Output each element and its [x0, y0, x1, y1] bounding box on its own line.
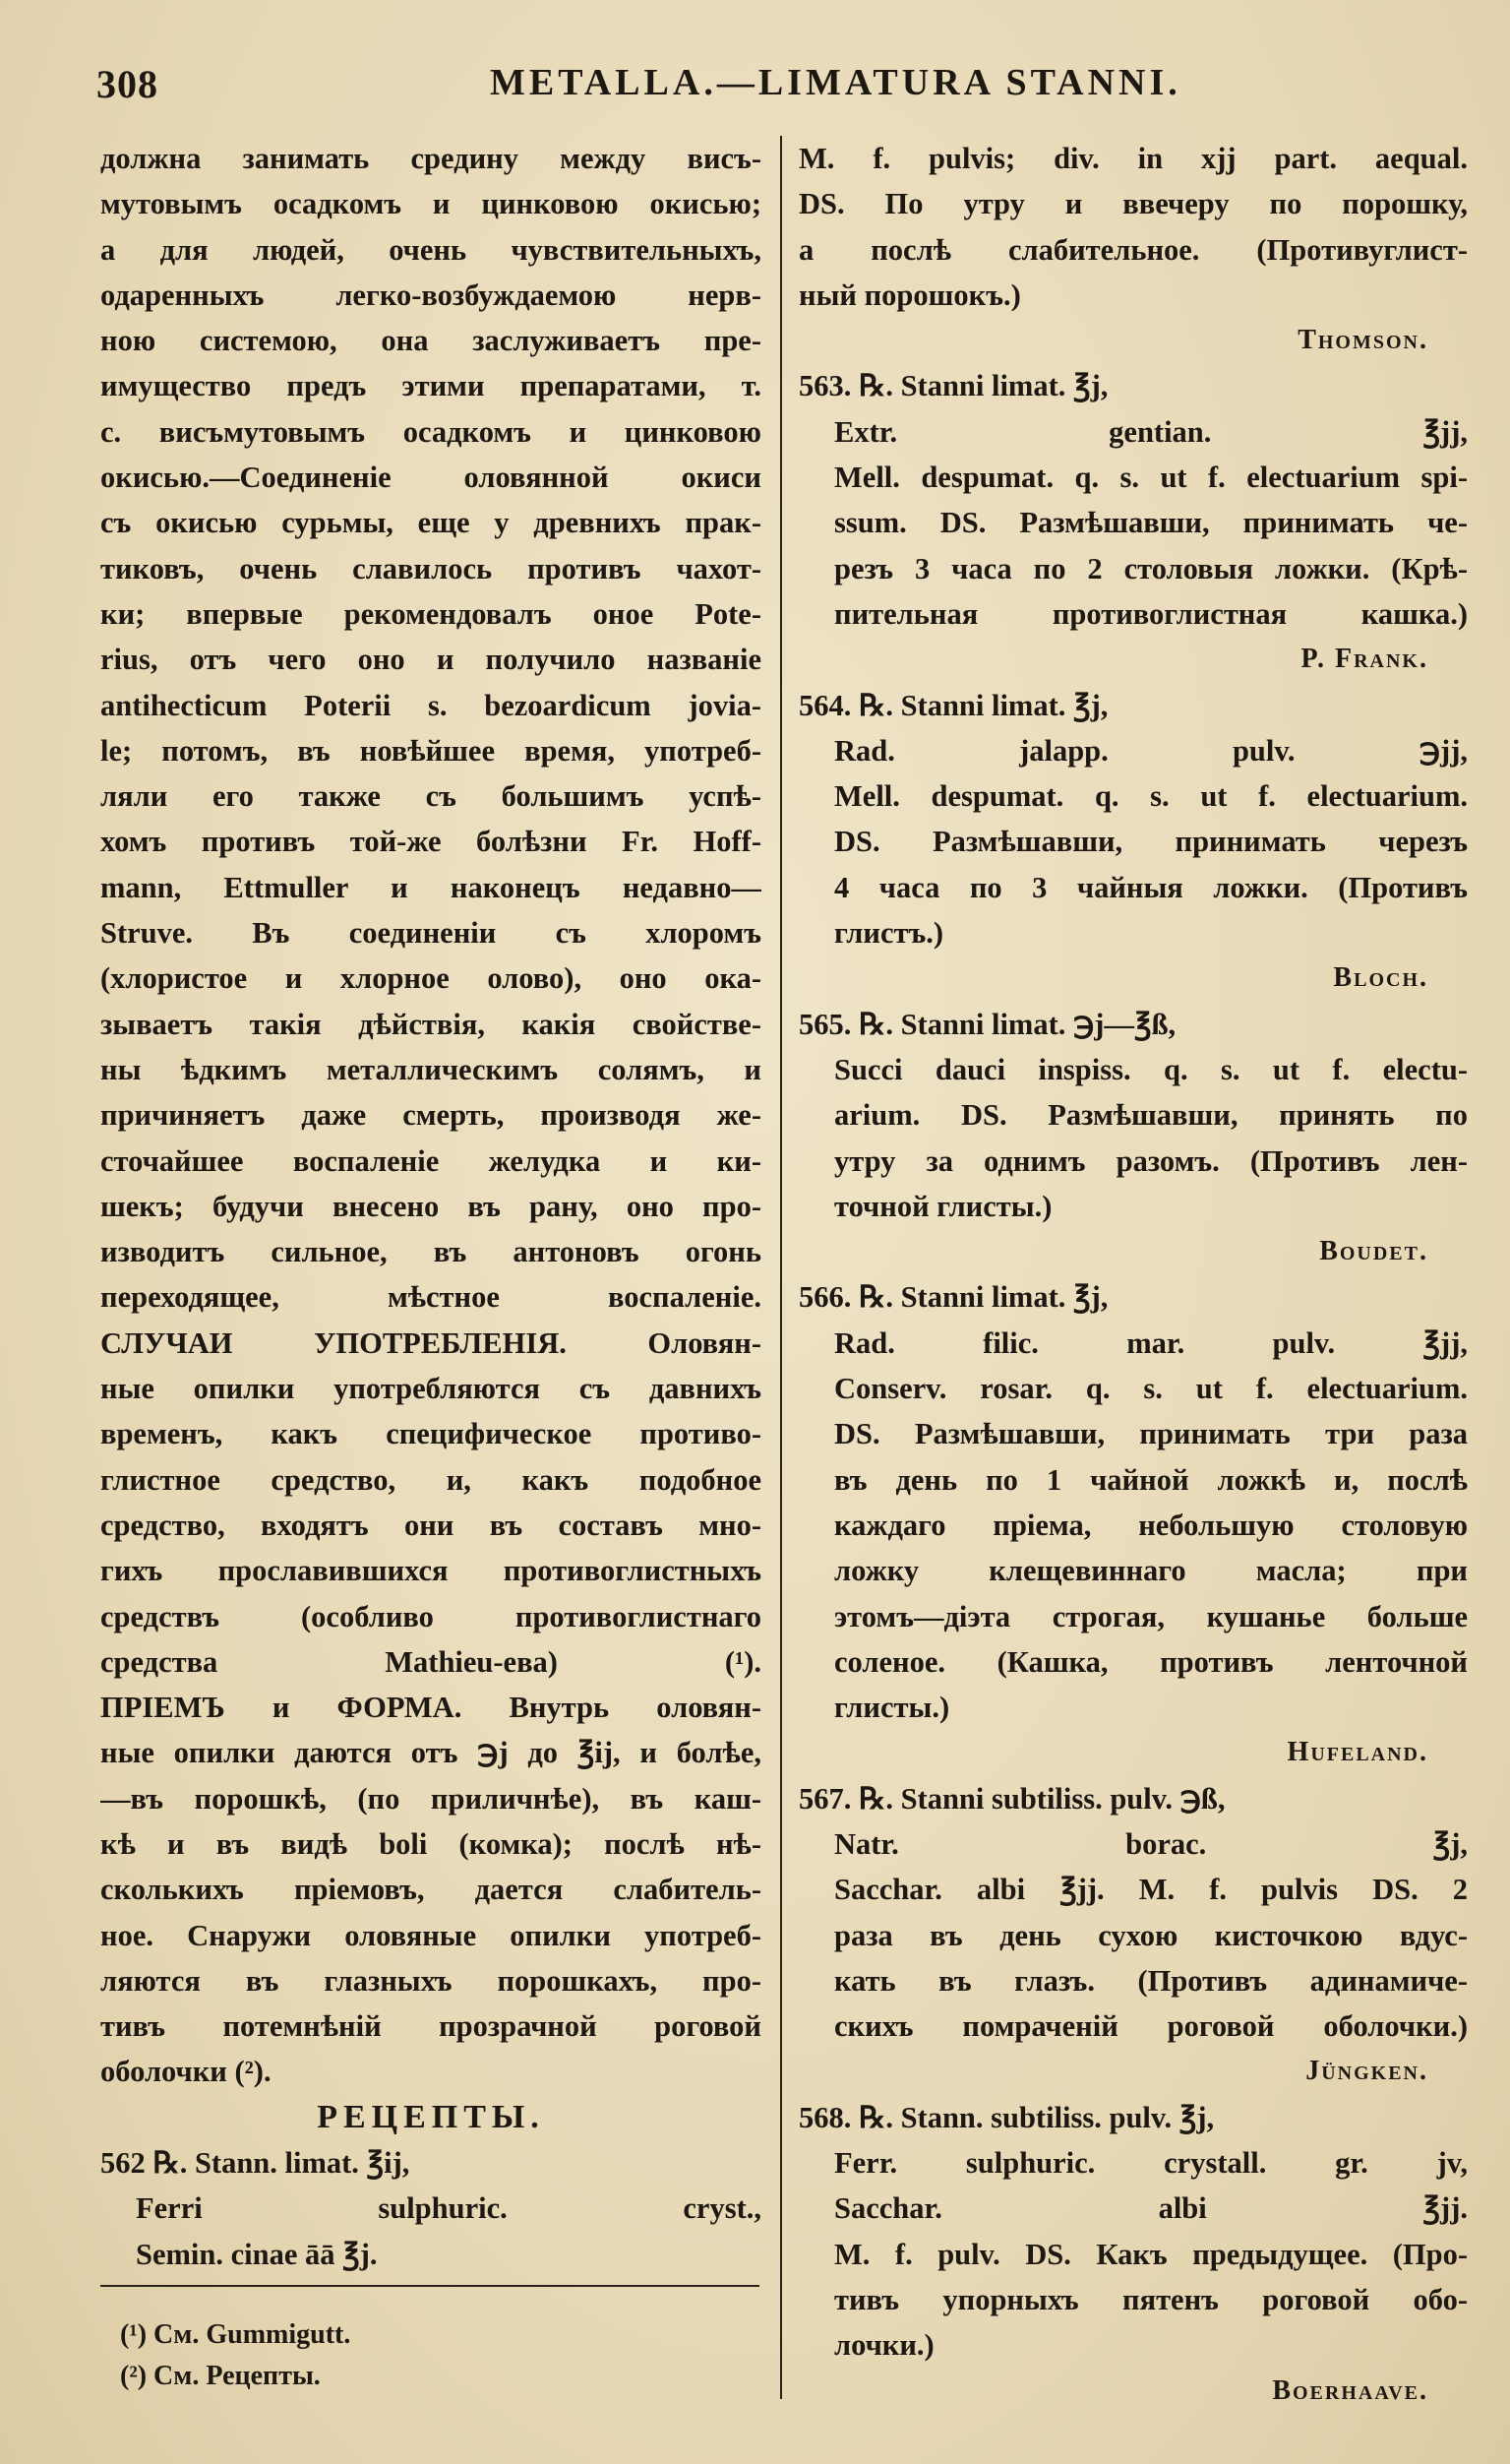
- recipe-562-continued-line: а послѣ слабительное. (Противуглист-: [799, 232, 1468, 267]
- body-text-line: окисью.—Соединеніе оловянной окиси: [100, 461, 761, 495]
- recipes-heading: РЕЦЕПТЫ.: [317, 2098, 545, 2135]
- recipe-565-line: arium. DS. Размѣшавши, принять по: [834, 1098, 1468, 1133]
- body-text-line: ны ѣдкимъ металлическимъ солямъ, и: [100, 1052, 761, 1086]
- body-text-line: хомъ противъ той-же болѣзни Fr. Hoff-: [100, 825, 761, 859]
- recipe-563-line: ssum. DS. Размѣшавши, принимать че-: [834, 506, 1468, 540]
- body-text-line: тивъ потемнѣній прозрачной роговой: [100, 2009, 761, 2044]
- body-text-line: одаренныхъ легко-возбуждаемою нерв-: [100, 277, 761, 312]
- recipe-565-line: 565. ℞. Stanni limat. ℈j—℥ß,: [799, 1007, 1177, 1041]
- recipe-563-line: 563. ℞. Stanni limat. ℥j,: [799, 369, 1109, 403]
- recipe-562-line: 562 ℞. Stann. limat. ℥ij,: [100, 2146, 410, 2181]
- footnotes: [120, 2314, 750, 2397]
- body-text-line: сточайшее воспаленіе желудка и ки-: [100, 1143, 761, 1178]
- body-text-line: ки; впервые рекомендовалъ оное Pote-: [100, 596, 761, 631]
- body-text-line: rius, отъ чего оно и получило названіе: [100, 643, 761, 677]
- body-text-line: antihecticum Poterii s. bezoardicum jovia-: [100, 688, 761, 722]
- recipe-566-line: каждаго пріема, небольшую столовую: [834, 1508, 1468, 1542]
- recipe-565-line: утру за однимъ разомъ. (Противъ лен-: [834, 1143, 1468, 1178]
- body-text-line: средствъ (особливо противоглистнаго: [100, 1599, 761, 1633]
- recipe-566-line: Conserv. rosar. q. s. ut f. electuarium.: [834, 1372, 1468, 1406]
- recipe-567-line: Sacchar. albi ℥jj. M. f. pulvis DS. 2: [834, 1873, 1468, 1907]
- body-text-line: переходящее, мѣстное воспаленіе.: [100, 1280, 761, 1315]
- recipe-563-line: Mell. despumat. q. s. ut f. electuarium spi-: [834, 461, 1468, 495]
- body-text-line: Struve. Въ соединеніи съ хлоромъ: [100, 916, 761, 951]
- page-header: [96, 61, 1405, 114]
- recipe-562-continued-line: ный порошокъ.): [799, 277, 1021, 312]
- body-text-line: гихъ прославившихся противоглистныхъ: [100, 1554, 761, 1588]
- body-text-line: (хлористое и хлорное олово), оно ока-: [100, 961, 761, 996]
- body-text-line: —въ порошкѣ, (по приличнѣе), въ каш-: [100, 1781, 761, 1816]
- recipe-564-line: Rad. jalapp. pulv. ℈jj,: [834, 733, 1468, 768]
- body-text-line: ною системою, она заслуживаетъ пре-: [100, 324, 761, 358]
- recipe-562-continued-line: M. f. pulvis; div. in xjj part. aequal.: [799, 142, 1468, 175]
- body-text-line: ное. Снаружи оловяные опилки употреб-: [100, 1918, 761, 1952]
- footnote-2: (²) См. Рецепты.: [120, 2361, 321, 2391]
- body-text-line: mann, Ettmuller и наконецъ недавно—: [100, 870, 761, 904]
- signature-bloch: Bloch.: [1333, 962, 1428, 994]
- recipe-563-line: Extr. gentian. ℥jj,: [834, 414, 1468, 449]
- recipe-567-line: скихъ помраченій роговой оболочки.): [834, 2009, 1468, 2044]
- signature-boerhaave: Boerhaave.: [1272, 2374, 1428, 2406]
- body-text-line: причиняетъ даже смерть, производя же-: [100, 1098, 761, 1133]
- recipe-566-line: 566. ℞. Stanni limat. ℥j,: [799, 1280, 1109, 1315]
- recipe-568-line: тивъ упорныхъ пятенъ роговой обо-: [834, 2282, 1468, 2316]
- page-number: 308: [96, 62, 158, 106]
- body-text-line: изводитъ сильное, въ антоновъ огонь: [100, 1235, 761, 1269]
- recipe-562-line: Ferri sulphuric. cryst.,: [136, 2191, 761, 2226]
- body-text-line: ляли его также съ большимъ успѣ-: [100, 779, 761, 814]
- body-text-line: ляются въ глазныхъ порошкахъ, про-: [100, 1963, 761, 1998]
- recipe-567-line: 567. ℞. Stanni subtiliss. pulv. ℈ß,: [799, 1781, 1226, 1816]
- recipe-563-line: резъ 3 часа по 2 столовыя ложки. (Крѣ-: [834, 551, 1468, 585]
- recipe-564-line: DS. Размѣшавши, принимать черезъ: [834, 825, 1468, 859]
- running-head: METALLA.—LIMATURA STANNI.: [490, 62, 1181, 103]
- body-text-line: съ окисью сурьмы, еще у древнихъ прак-: [100, 506, 761, 540]
- body-text-line: а для людей, очень чувствительныхъ,: [100, 232, 761, 267]
- recipe-565-line: точной глисты.): [834, 1189, 1053, 1223]
- recipe-564-line: 4 часа по 3 чайныя ложки. (Противъ: [834, 870, 1468, 904]
- body-text-line: глистное средство, и, какъ подобное: [100, 1462, 761, 1497]
- recipe-567-line: кать въ глазъ. (Противъ адинамиче-: [834, 1963, 1468, 1998]
- column-divider: [780, 136, 782, 2399]
- signature-frank: P. Frank.: [1300, 644, 1428, 675]
- recipe-568-line: Sacchar. albi ℥jj.: [834, 2191, 1468, 2226]
- recipe-566-line: DS. Размѣшавши, принимать три раза: [834, 1417, 1468, 1451]
- body-text-line: le; потомъ, въ новѣйшее время, употреб-: [100, 733, 761, 768]
- body-text-line: ные опилки даются отъ ℈j до ℥ij, и болѣе,: [100, 1736, 761, 1770]
- body-text-line: средство, входятъ они въ составъ мно-: [100, 1508, 761, 1542]
- recipe-565-line: Succi dauci inspiss. q. s. ut f. electu-: [834, 1052, 1468, 1086]
- signature-thomson: Thomson.: [1298, 325, 1428, 356]
- right-column: [799, 136, 1468, 2414]
- recipe-566-line: Rad. filic. mar. pulv. ℥jj,: [834, 1325, 1468, 1360]
- body-text-line: кѣ и въ видѣ boli (комка); послѣ нѣ-: [100, 1826, 761, 1861]
- left-column: [100, 136, 761, 2277]
- body-text-line: ные опилки употребляются съ давнихъ: [100, 1372, 761, 1406]
- body-text-line: имущество предъ этими препаратами, т.: [100, 369, 761, 403]
- body-text-line: должна занимать средину между висъ-: [100, 142, 761, 175]
- footnote-rule: [100, 2285, 759, 2287]
- recipe-562-continued-line: DS. По утру и ввечеру по порошку,: [799, 187, 1468, 221]
- recipe-568-line: Ferr. sulphuric. crystall. gr. jv,: [834, 2146, 1468, 2181]
- footnote-1: (¹) См. Gummigutt.: [120, 2319, 351, 2350]
- body-text-line: оболочки (²).: [100, 2055, 272, 2089]
- recipe-566-line: этомъ—діэта строгая, кушанье больше: [834, 1599, 1468, 1633]
- recipe-567-line: раза въ день сухою кисточкою вдус-: [834, 1918, 1468, 1952]
- body-text-line: зываетъ такія дѣйствія, какія свойстве-: [100, 1007, 761, 1041]
- body-text-line: средства Mathieu-ева) (¹).: [100, 1644, 761, 1679]
- recipe-568-line: 568. ℞. Stann. subtiliss. pulv. ℥j,: [799, 2100, 1215, 2134]
- recipe-562-line: Semin. cinae āā ℥j.: [136, 2237, 378, 2271]
- recipe-566-line: ложку клещевиннаго масла; при: [834, 1554, 1468, 1588]
- body-text-line: сколькихъ пріемовъ, дается слабитель-: [100, 1873, 761, 1907]
- body-text-line: временъ, какъ специфическое противо-: [100, 1417, 761, 1451]
- signature-boudet: Boudet.: [1319, 1236, 1428, 1267]
- signature-hufeland: Hufeland.: [1287, 1737, 1428, 1768]
- recipe-568-line: лочки.): [834, 2328, 935, 2363]
- recipe-563-line: пительная противоглистная кашка.): [834, 596, 1468, 631]
- body-text-line: шекъ; будучи внесено въ рану, оно про-: [100, 1189, 761, 1223]
- recipe-567-line: Natr. borac. ℥j,: [834, 1826, 1468, 1861]
- body-text-line: мутовымъ осадкомъ и цинковою окисью;: [100, 187, 761, 221]
- body-text-line: тиковъ, очень славилось противъ чахот-: [100, 551, 761, 585]
- recipe-564-line: 564. ℞. Stanni limat. ℥j,: [799, 688, 1109, 722]
- recipe-564-line: глистъ.): [834, 916, 944, 951]
- recipe-566-line: въ день по 1 чайной ложкѣ и, послѣ: [834, 1462, 1468, 1497]
- recipe-568-line: M. f. pulv. DS. Какъ предыдущее. (Про-: [834, 2237, 1468, 2271]
- recipe-566-line: глисты.): [834, 1691, 950, 1725]
- recipe-566-line: соленое. (Кашка, противъ ленточной: [834, 1644, 1468, 1679]
- body-text-line: ПРІЕМЪ и ФОРМА. Внутрь оловян-: [100, 1691, 761, 1725]
- recipe-564-line: Mell. despumat. q. s. ut f. electuarium.: [834, 779, 1468, 814]
- signature-jungken: Jüngken.: [1305, 2056, 1428, 2087]
- body-text-line: СЛУЧАИ УПОТРЕБЛЕНІЯ. Оловян-: [100, 1325, 761, 1360]
- body-text-line: с. висъмутовымъ осадкомъ и цинковою: [100, 414, 761, 449]
